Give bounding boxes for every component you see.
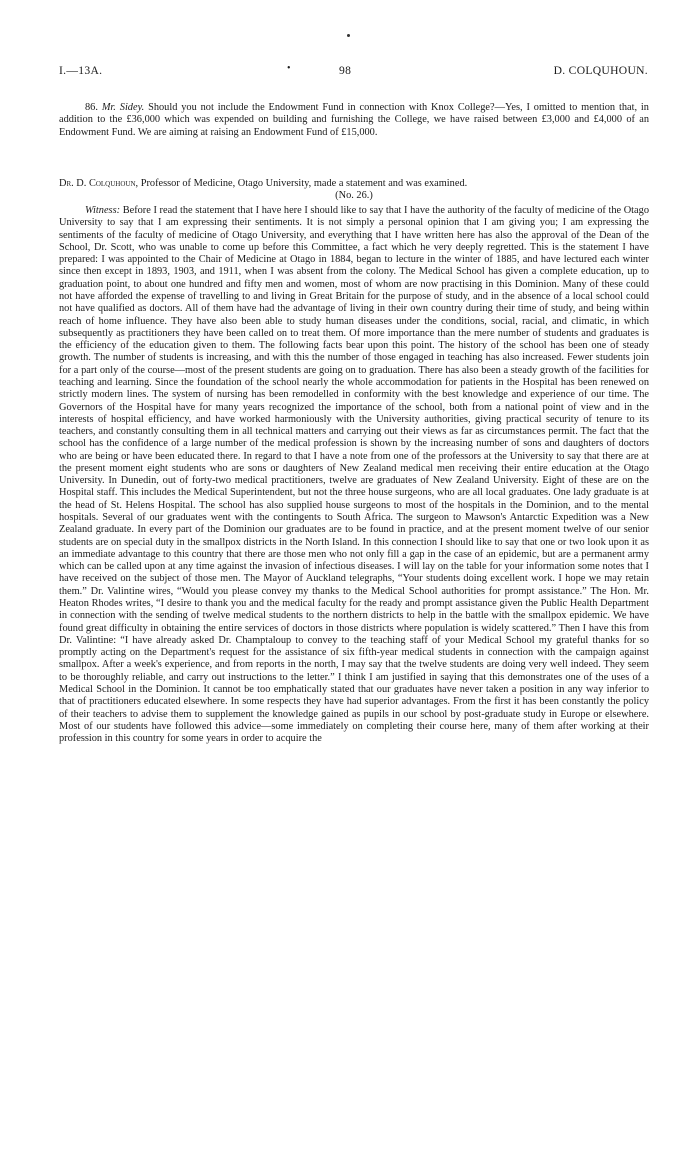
question-86	[59, 102, 649, 139]
header-reference: I.—13A.	[59, 64, 103, 77]
question-text: Should you not include the Endowment Fund in connection with Knox College?—Yes, I omitted to mention that, in addition to the £36,000 which was expended on building and furnishing the College, we have raised between £3,000 and £4,000 of an Endowment Fund. We are aiming at raising an Endowment Fund of £15,000.	[59, 102, 649, 138]
statement-text: Before I read the statement that I have here I should like to say that I have the authority of the faculty of medicine of the Otago University to say that I am expressing their sentiments. It is not simply a personal opinion that I am giving you; I am expressing the sentiments of the faculty of medicine of Otago University, and everything that I have written here has also the approval of the Dean of the School, Dr. Scott, who was unable to come up before this Committee, a fact which he very deeply regretted. This is the statement I have prepared: I was appointed to the Chair of Medicine at Otago in 1884, began to lecture in the winter of 1885, and have lectured each winter since then except in 1893, 1903, and 1911, when I was absent from the colony. The Medical School has given a complete education, up to graduation point, to about one hundred and fifty men and women, most of whom are now practising in this Dominion. Many of these could not have afforded the expense of travelling to and living in Great Britain for the purpose of study, and in the absence of a local school could not have qualified as doctors. All of them have had the advantage of living in their own country during their time of study, and being within reach of home influence. They have also been able to study human diseases under the conditions, social, racial, and climatic, in which subsequently as practitioners they have been called on to treat them. Of more importance than the mere number of students and graduates is the efficiency of the education given to them. The following facts bear upon this point. The history of the school has been one of steady growth. The number of students is increasing, and with this the number of those engaged in teaching has also increased. Fewer students join for a part only of the course—most of the present students are going on to graduation. There has also been a steady growth of the facilities for teaching and learning. Since the foundation of the school nearly the whole accommodation for patients in the Hospital has been renewed on strictly modern lines. The system of nursing has been remodelled in conformity with the best knowledge and experience of our time. The Governors of the Hospital have for many years recognized the importance of the school, both from a national point of view and in the interests of hospital efficiency, and have worked harmoniously with the University authorities, giving practical security of tenure to its teachers, and constantly consulting them in all technical matters and carrying out their views as far as circumstances permit. The fact that the school has the confidence of a large number of the medical profession is shown by the increasing number of sons and daughters of doctors who are being or have been educated there. In regard to that I have a note from one of the professors at the University to say that there are at the present moment eight students who are sons or daughters of New Zealand medical men receiving their entire education at the Otago University. In Dunedin, out of forty-two medical practitioners, twelve are graduates of New Zealand University. Eight of these are on the Hospital staff. This includes the Medical Superintendent, but not the three house surgeons, who are all local graduates. One lady graduate is at the head of St. Helens Hospital. The school has also supplied house surgeons to most of the hospitals in the Dominion, and to the mental hospitals. Several of our graduates went with the contingents to South Africa. The surgeon to Mawson's Antarctic Expedition was a New Zealand graduate. In every part of the Dominion our graduates are to be found in practice, and at the present moment twelve of our senior students are on special duty in the smallpox districts in the North Island. In this connection I should like to say that one or two look upon it as an immediate advantage to this country that there are those men who not only fill a gap in the case of an epidemic, but are a permanent army which can be called upon at any time against the invasion of infectious diseases. I will lay on the table for your information some notes that I have received on the subject of those men. The Mayor of Auckland telegraphs, “Your students doing excellent work. I hope we may retain them.” Dr. Valintine wires, “Would you please convey my thanks to the Medical School authorities for prompt assistance.” The Hon. Mr. Heaton Rhodes writes, “I desire to thank you and the medical faculty for the ready and prompt assistance given the Public Health Department in connection with the sending of twelve medical students to the northern districts to help in the battle with the smallpox epidemic. We have found great difficulty in obtaining the entire services of doctors in those districts where population is widely scattered.” Then I have this from Dr. Valintine: “I have already asked Dr. Champtaloup to convey to the teaching staff of your Medical School my grateful thanks for so promptly acting on the Department's request for the assistance of six fifth-year medical students in connection with the campaign against smallpox. After a week's experience, and from reports in the north, I may say that the twelve students are doing very well indeed. They seem to be thoroughly reliable, and carry out instructions to the letter.” I think I am justified in saying that this demonstrates one of the uses of a Medical School in the Dominion. It cannot be too emphatically stated that our graduates have never taken a position in any way inferior to that of practitioners educated elsewhere. In some respects they have had superior advantages. From the first it has been constantly the policy of their teachers to advise them to supplement the knowledge gained as pupils in our school by post-graduate study in Europe or elsewhere. Most of our students have followed this advice—some immediately on completing their course here, many of them after working at their profession in this country for some years in order to acquire the	[59, 205, 649, 745]
witness-intro-text: Professor of Medicine, Otago University, made a statement and was examined.	[140, 178, 468, 189]
witness-name: Dr. D. Colquhoun,	[59, 178, 139, 189]
page-number: 98	[339, 64, 352, 77]
question-number: 86.	[85, 102, 98, 113]
document-number: (No. 26.)	[335, 190, 373, 202]
witness-label: Witness:	[85, 205, 121, 216]
header-bullet: •	[287, 63, 291, 74]
witness-statement	[59, 205, 649, 745]
header-witness: D. COLQUHOUN.	[553, 64, 648, 77]
page-mark	[347, 34, 350, 37]
witness-intro	[59, 178, 649, 203]
question-speaker: Mr. Sidey.	[101, 102, 145, 113]
